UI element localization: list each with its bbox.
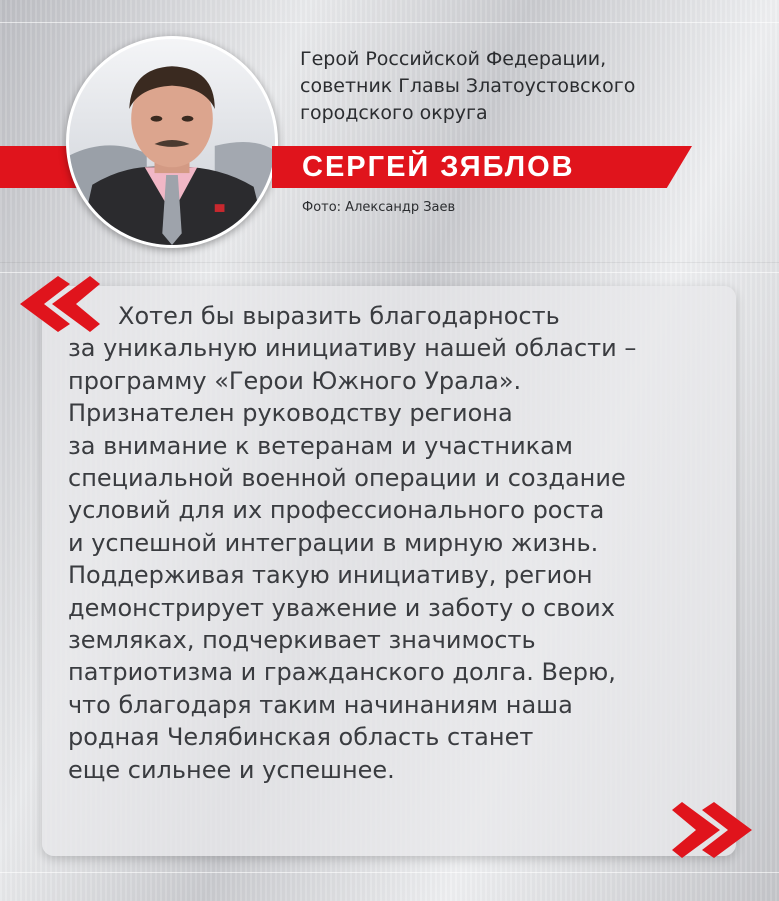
quote-line: за внимание к ветеранам и участникам	[68, 431, 573, 460]
person-name: СЕРГЕЙ ЗЯБЛОВ	[302, 151, 575, 183]
quote-line: специальной военной операции и создание	[68, 464, 626, 493]
portrait-photo	[66, 36, 278, 248]
quote-line: программу «Герои Южного Урала».	[68, 366, 522, 395]
title-line: городского округа	[300, 102, 488, 124]
quote-close-icon	[672, 798, 756, 862]
quote-line: родная Челябинская область станет	[68, 723, 534, 752]
quote-line: земляках, подчеркивает значимость	[68, 626, 536, 655]
quote-text	[68, 300, 728, 786]
quote-line: что благодаря таким начинаниям наша	[68, 690, 573, 719]
quote-line: демонстрирует уважение и заботу о своих	[68, 593, 615, 622]
quote-line: еще сильнее и успешнее.	[68, 755, 395, 784]
quote-line: Поддерживая такую инициативу, регион	[68, 561, 593, 590]
photo-credit: Фото: Александр Заев	[302, 200, 456, 215]
quote-line: и успешной интеграции в мирную жизнь.	[68, 528, 599, 557]
quote-line: патриотизма и гражданского долга. Верю,	[68, 658, 616, 687]
quote-line: Хотел бы выразить благодарность	[118, 302, 560, 330]
portrait-illustration	[69, 39, 275, 245]
title-line: советник Главы Златоустовского	[300, 75, 636, 97]
quote-line: за уникальную инициативу нашей области –	[68, 334, 637, 363]
title-line: Герой Российской Федерации,	[300, 48, 607, 70]
person-title	[300, 46, 740, 127]
quote-line: Признателен руководству региона	[68, 399, 513, 428]
quote-line: условий для их профессионального роста	[68, 496, 605, 525]
